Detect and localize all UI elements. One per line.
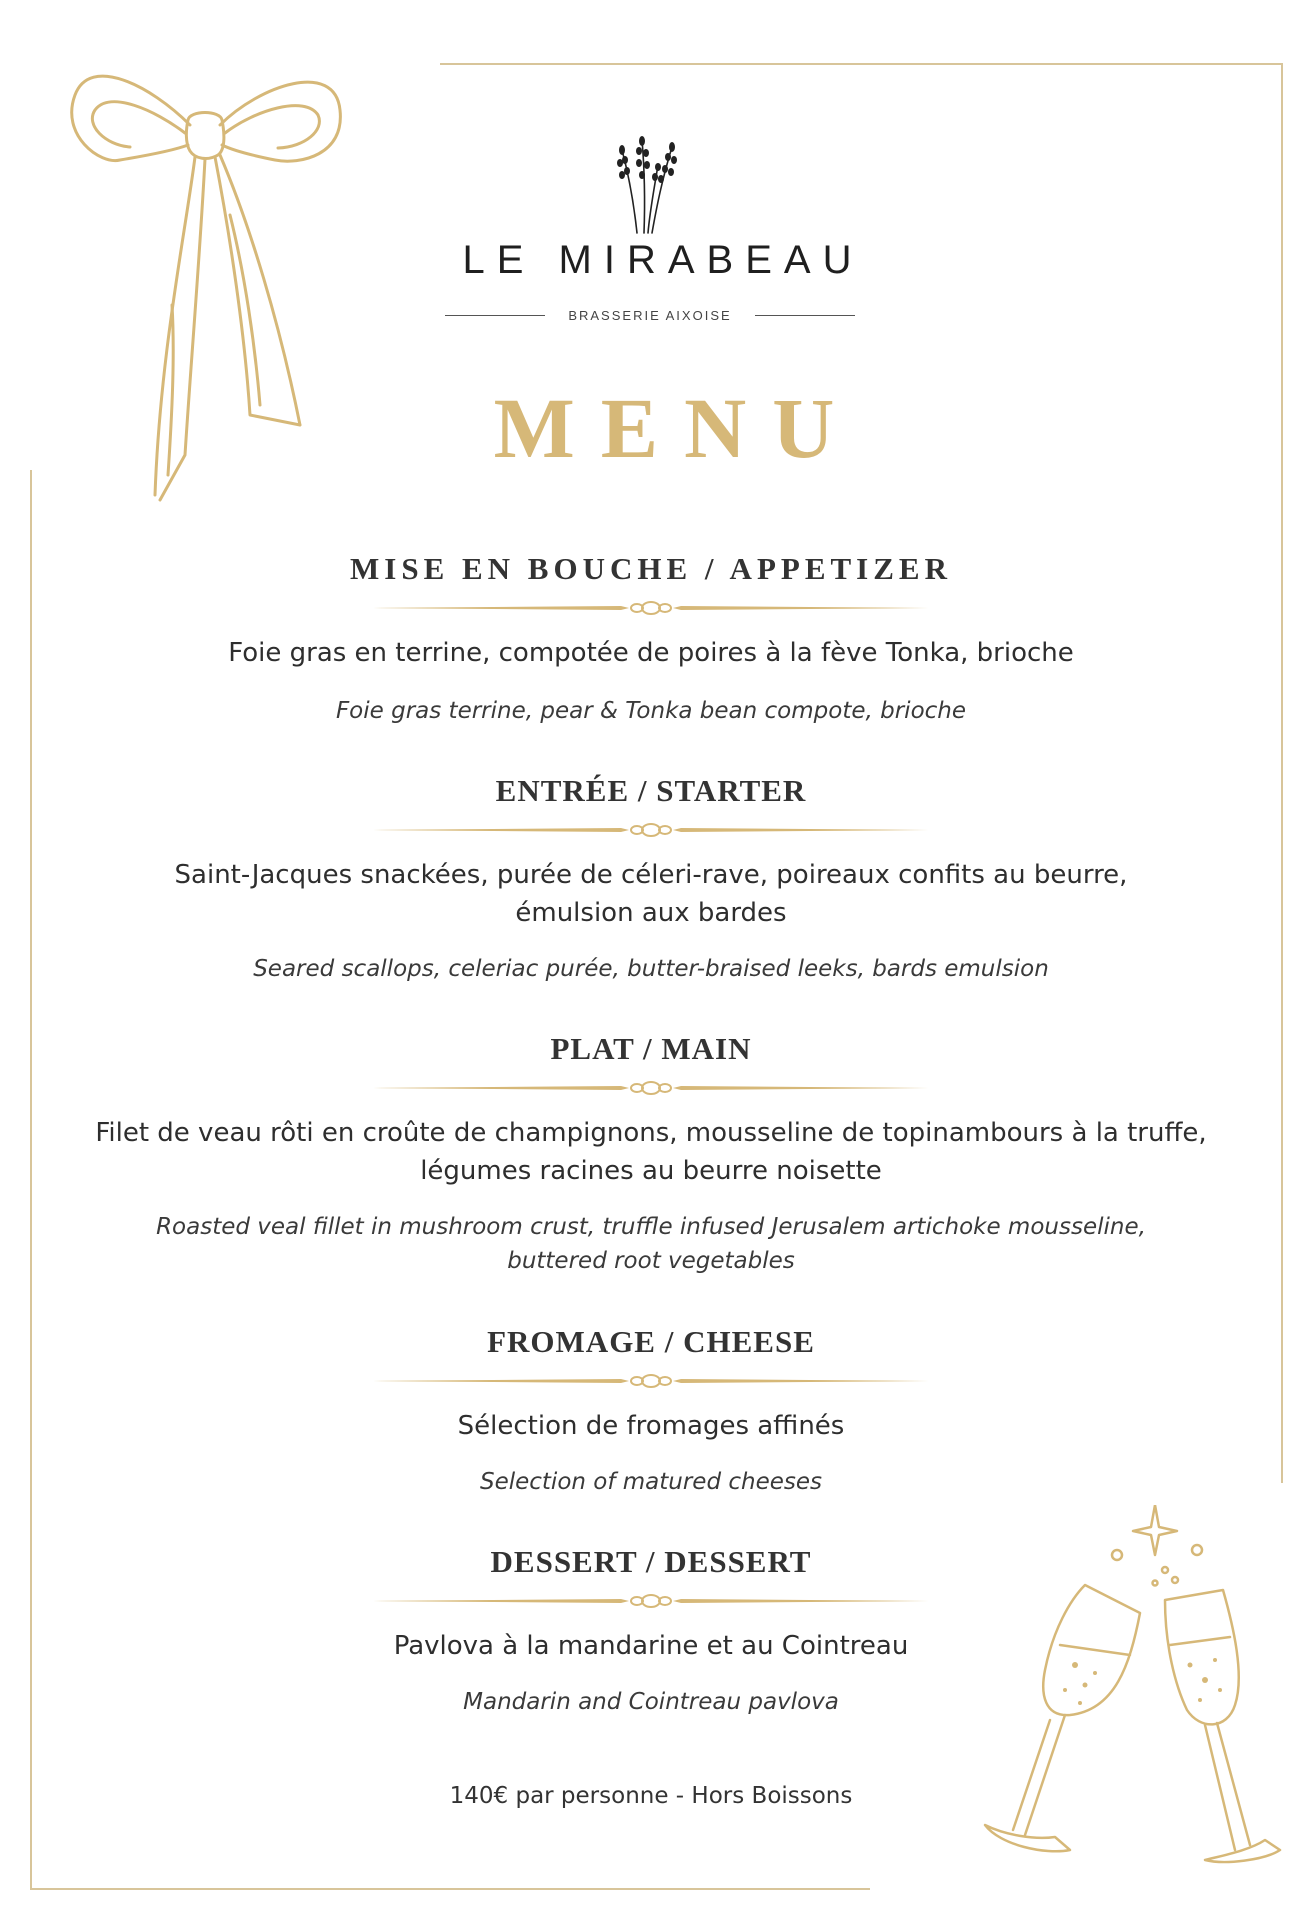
tagline-row: [445, 305, 855, 325]
lavender-sprig-icon: [612, 135, 682, 235]
dish-fr-line: Pavlova à la mandarine et au Cointreau: [393, 1631, 909, 1661]
ornament-divider-icon: [371, 596, 931, 620]
dish-fr-line: Saint-Jacques snackées, purée de céleri-rave, poireaux confits au beurre,: [174, 860, 1128, 890]
section-main: [0, 1030, 1302, 1278]
tagline: BRASSERIE AIXOISE: [568, 307, 732, 323]
section-cheese: [0, 1323, 1302, 1499]
dish-en-line: Selection of matured cheeses: [479, 1469, 823, 1495]
frame-top-line: [440, 63, 1283, 65]
section-heading: DESSERT / DESSERT: [490, 1544, 812, 1579]
menu-title: MENU: [493, 380, 861, 476]
tagline-rule-left: [445, 315, 545, 316]
dish-en-line: buttered root vegetables: [507, 1248, 795, 1274]
dish-fr-line: légumes racines au beurre noisette: [420, 1156, 882, 1186]
section-starter: [0, 772, 1302, 986]
dish-fr-line: émulsion aux bardes: [515, 898, 787, 928]
dish-en-line: Foie gras terrine, pear & Tonka bean compote, brioche: [335, 698, 967, 724]
frame-bottom-line: [30, 1888, 870, 1890]
dish-fr-line: Foie gras en terrine, compotée de poires à la fève Tonka, brioche: [228, 638, 1074, 668]
dish-fr-line: Sélection de fromages affinés: [457, 1411, 845, 1441]
restaurant-name: LE MIRABEAU: [462, 238, 864, 282]
section-heading: ENTRÉE / STARTER: [495, 773, 807, 808]
section-heading: PLAT / MAIN: [550, 1031, 752, 1066]
section-appetizer: [0, 550, 1302, 728]
section-heading: MISE EN BOUCHE / APPETIZER: [350, 551, 952, 586]
dish-fr-line: Filet de veau rôti en croûte de champignons, mousseline de topinambours à la truffe,: [95, 1118, 1207, 1148]
price-note: 140€ par personne - Hors Boissons: [449, 1783, 853, 1809]
dish-en-line: Mandarin and Cointreau pavlova: [463, 1689, 839, 1715]
tagline-rule-right: [755, 315, 855, 316]
dish-en-line: Roasted veal fillet in mushroom crust, truffle infused Jerusalem artichoke mousseline,: [156, 1214, 1146, 1240]
ornament-divider-icon: [371, 1589, 931, 1613]
champagne-glasses-icon: [965, 1505, 1285, 1885]
ornament-divider-icon: [371, 1076, 931, 1100]
ornament-divider-icon: [371, 1369, 931, 1393]
section-heading: FROMAGE / CHEESE: [487, 1324, 815, 1359]
ornament-divider-icon: [371, 818, 931, 842]
dish-en-line: Seared scallops, celeriac purée, butter-braised leeks, bards emulsion: [253, 956, 1049, 982]
